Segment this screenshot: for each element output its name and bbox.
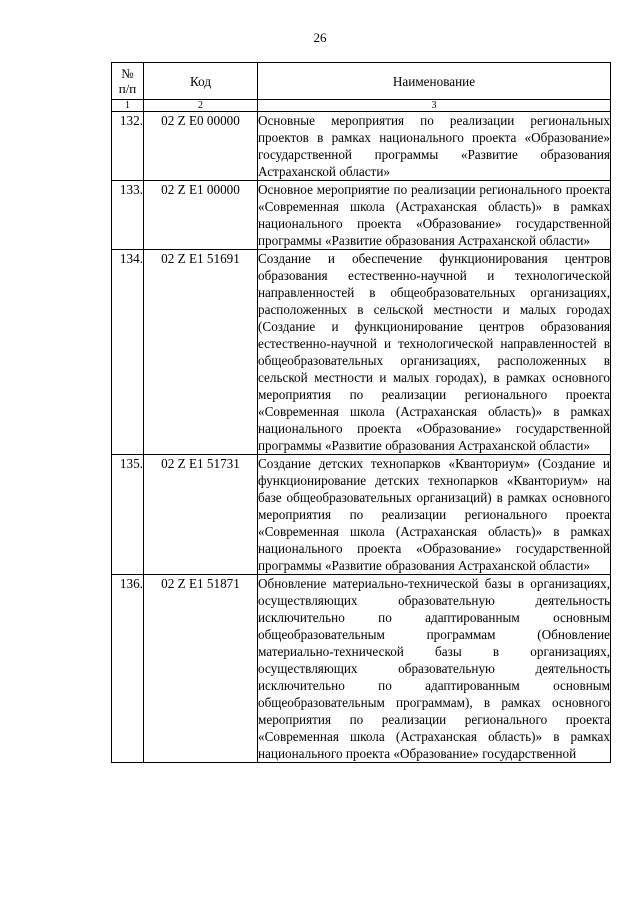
row-code: 02 Z E1 51731: [144, 455, 258, 575]
column-index: 3: [258, 100, 611, 112]
row-name: Создание детских технопарков «Кванториум» (Создание и функционирование детских технопарков «Кванториум» на базе общеобразовательных организаций) в рамках основного мероприятия по реализации регионального проекта «Современная школа (Астраханская область)» в рамках национального проекта «Образование» государственной программы «Развитие образования Астраханской области»: [258, 456, 610, 573]
row-code: 02 Z E0 00000: [144, 112, 258, 181]
row-code: 02 Z E1 51691: [144, 250, 258, 455]
page-number: 26: [313, 30, 327, 45]
row-name: Обновление материально-технической базы в организациях, осуществляющих образовательную деятельность исключительно по адаптированным основным общеобразовательным программам (Обновление материально-технической базы в организациях, осуществляющих образовательную деятельность исключительно по адаптированным основным общеобразовательным программам), в рамках основного мероприятия по реализации регионального проекта «Современная школа (Астраханская область)» в рамках национального проекта «Образование» государственной: [258, 576, 610, 761]
row-name: Основные мероприятия по реализации региональных проектов в рамках национального проекта «Образование» государственной программы «Развитие образования Астраханской области»: [258, 113, 610, 179]
column-index-row: [112, 100, 611, 112]
table-row: [112, 181, 611, 250]
table-row: [112, 455, 611, 575]
row-code: 02 Z E1 00000: [144, 181, 258, 250]
row-code: 02 Z E1 51871: [144, 575, 258, 763]
budget-code-table: [111, 62, 611, 763]
table-row: [112, 575, 611, 763]
row-number: 136.: [112, 575, 144, 763]
table-row: [112, 250, 611, 455]
header-number-abbrev: п/п: [118, 81, 137, 96]
column-index: 1: [112, 100, 144, 112]
header-name: Наименование: [258, 63, 611, 100]
header-code: Код: [144, 63, 258, 100]
row-number: 134.: [112, 250, 144, 455]
row-name: Основное мероприятие по реализации регионального проекта «Современная школа (Астраханская область)» в рамках национального проекта «Образование» государственной программы «Развитие образования Астраханской области»: [258, 182, 610, 248]
row-name: Создание и обеспечение функционирования центров образования естественно-научной и технологической направленностей в общеобразовательных организациях, расположенных в сельской местности и малых городах (Создание и функционирование центров образования естественно-научной и технологической направленностей в общеобразовательных организациях, расположенных в сельской местности и малых городах), в рамках основного мероприятия по реализации регионального проекта «Современная школа (Астраханская область)» в рамках национального проекта «Образование» государственной программы «Развитие образования Астраханской области»: [258, 251, 610, 453]
column-index: 2: [144, 100, 258, 112]
table-header-row: [112, 63, 611, 100]
row-number: 135.: [112, 455, 144, 575]
table-row: [112, 112, 611, 181]
row-number: 132.: [112, 112, 144, 181]
header-number-symbol: №: [121, 66, 134, 81]
header-number: [112, 63, 144, 100]
row-number: 133.: [112, 181, 144, 250]
